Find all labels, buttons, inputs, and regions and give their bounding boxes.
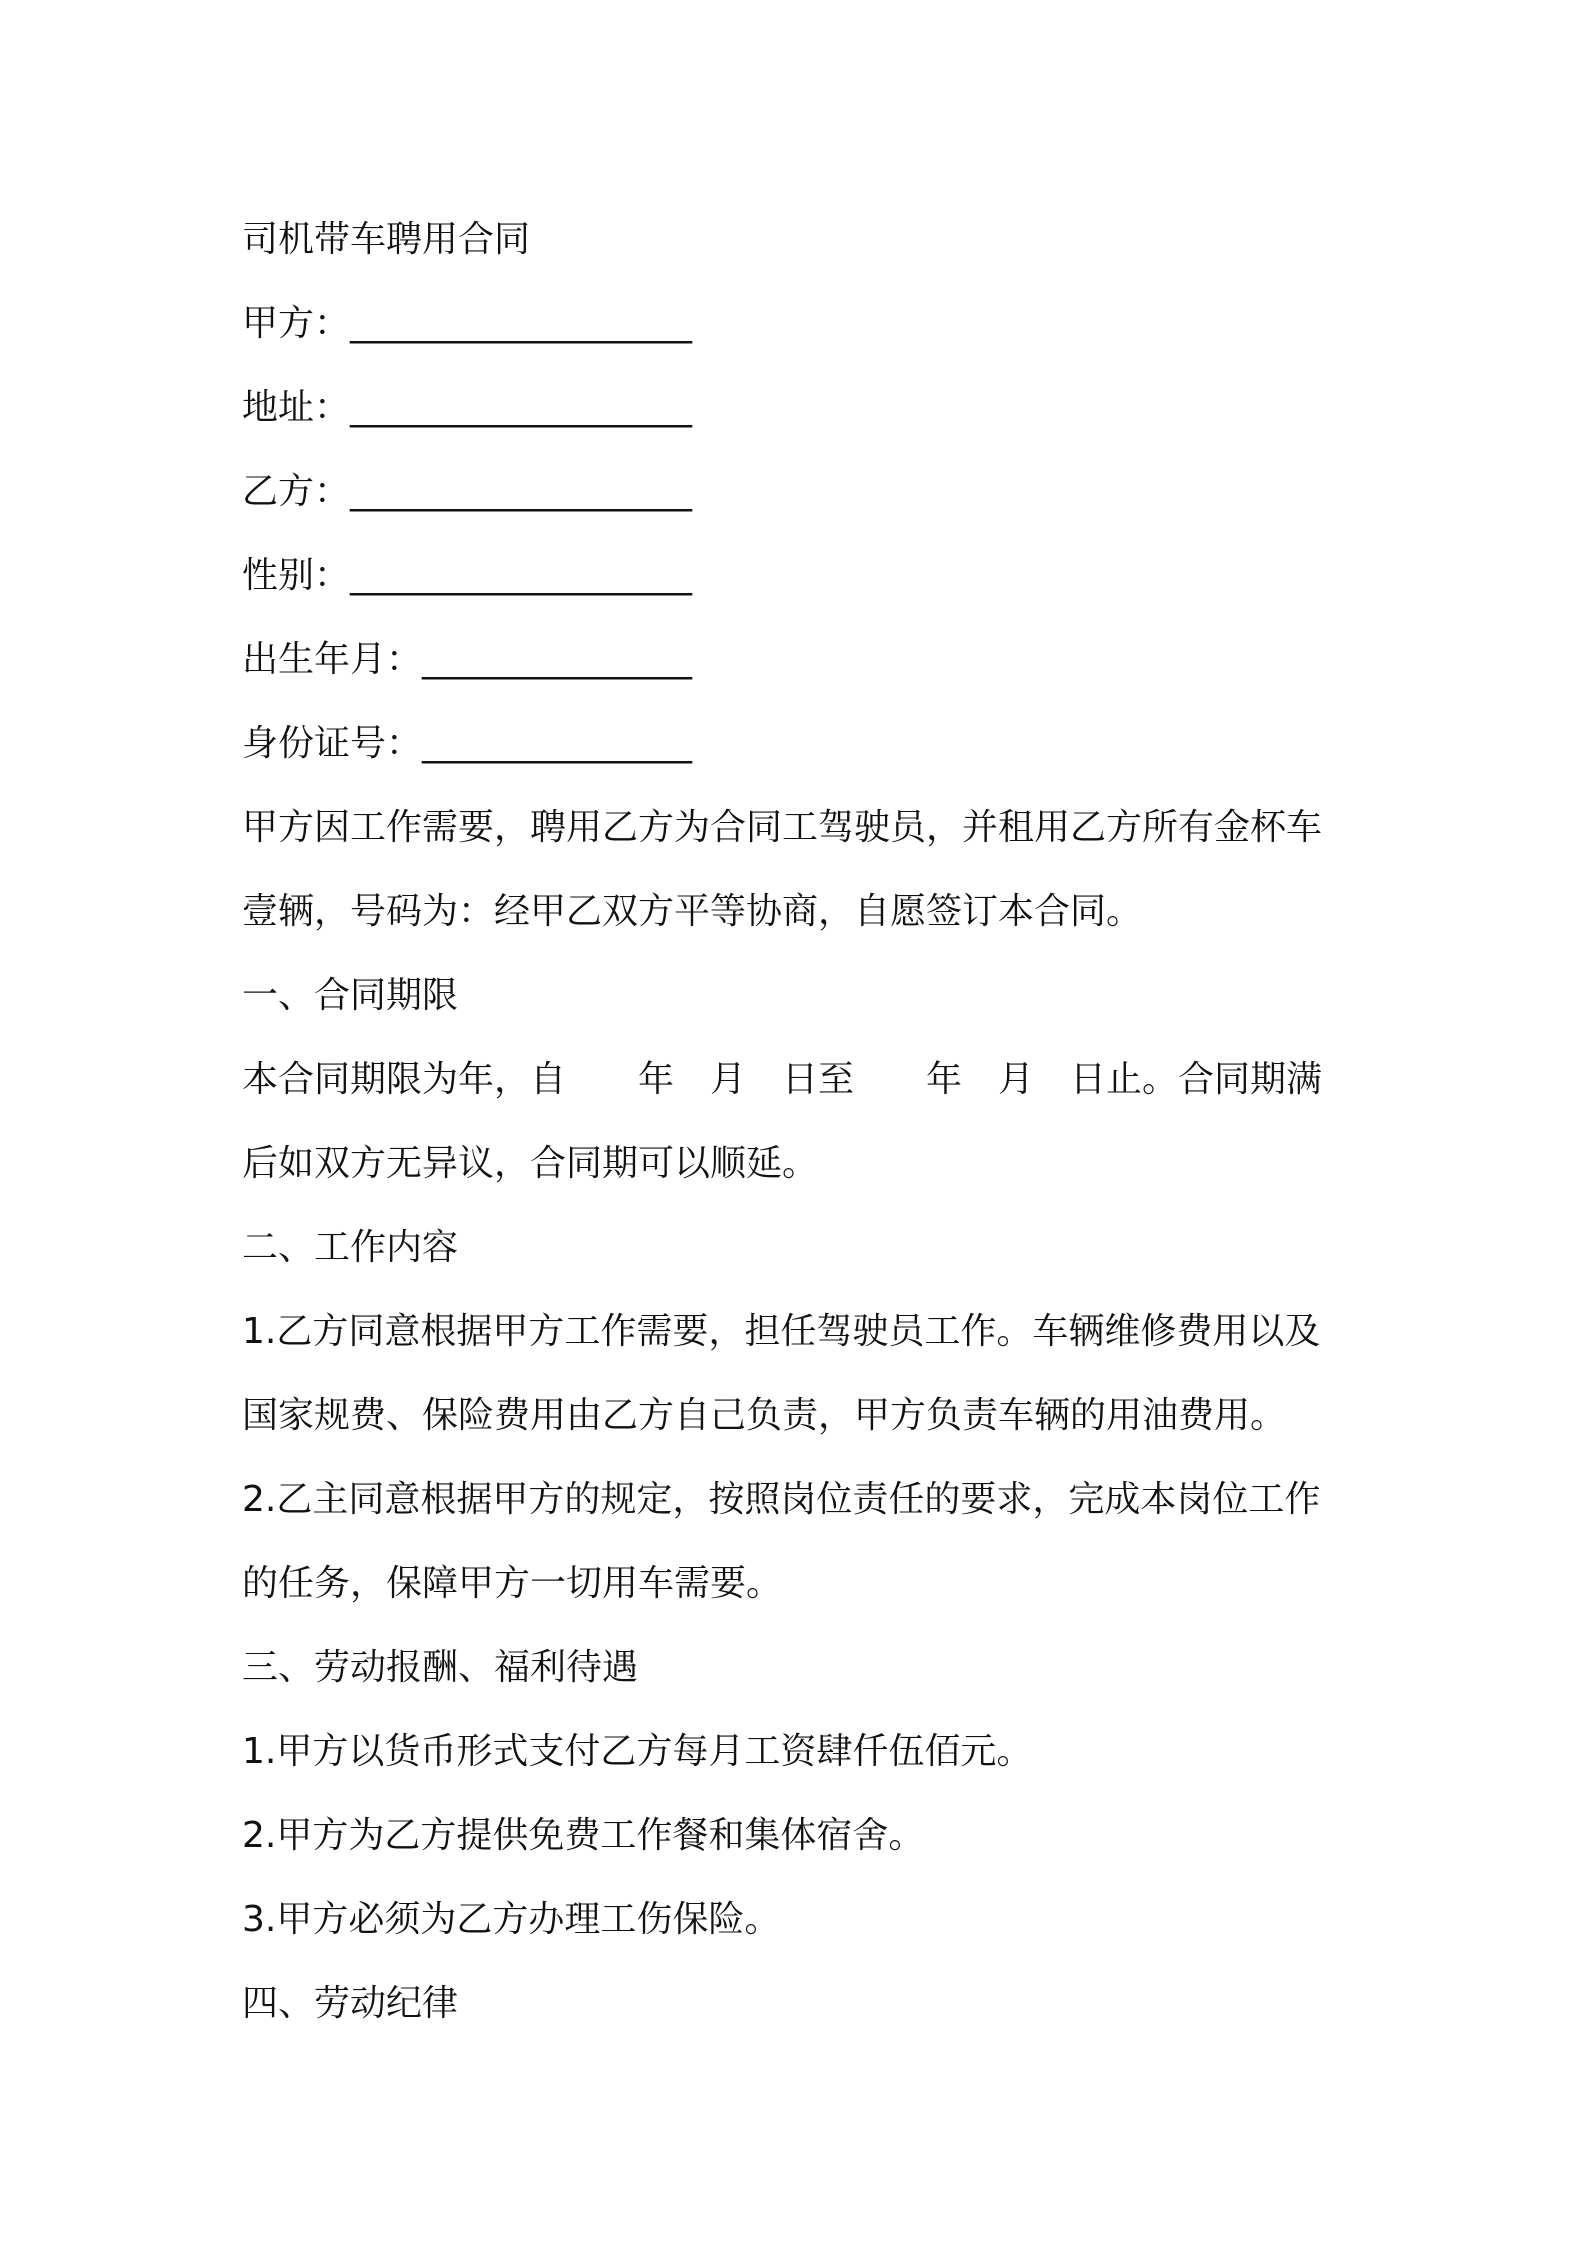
section-2-line-4: 的任务，保障甲方一切用车需要。	[242, 1563, 783, 1604]
field-birth-date: 出生年月：_______________	[242, 639, 693, 680]
document-body	[242, 198, 1357, 2046]
field-party-a: 甲方：___________________	[242, 303, 693, 344]
document-title: 司机带车聘用合同	[242, 219, 531, 260]
section-2-line-2: 国家规费、保险费用由乙方自己负责，甲方负责车辆的用油费用。	[242, 1395, 1287, 1436]
section-1-line-2: 后如双方无异议，合同期可以顺延。	[242, 1143, 819, 1184]
section-1-line-1: 本合同期限为年，自 年 月 日至 年 月 日止。合同期满	[242, 1059, 1323, 1100]
section-4-heading: 四、劳动纪律	[242, 1983, 459, 2024]
field-id-number: 身份证号：_______________	[242, 723, 693, 764]
section-2-line-3: 2.乙主同意根据甲方的规定，按照岗位责任的要求，完成本岗位工作	[242, 1479, 1321, 1520]
section-2-line-1: 1.乙方同意根据甲方工作需要，担任驾驶员工作。车辆维修费用以及	[242, 1311, 1321, 1352]
section-3-line-2: 2.甲方为乙方提供免费工作餐和集体宿舍。	[242, 1815, 925, 1856]
field-address: 地址：___________________	[242, 387, 693, 428]
section-3-heading: 三、劳动报酬、福利待遇	[242, 1647, 639, 1688]
field-gender: 性别：___________________	[242, 555, 693, 596]
intro-line-2: 壹辆，号码为：经甲乙双方平等协商，自愿签订本合同。	[242, 891, 1143, 932]
section-1-heading: 一、合同期限	[242, 975, 459, 1016]
section-3-line-3: 3.甲方必须为乙方办理工伤保险。	[242, 1899, 781, 1940]
section-2-heading: 二、工作内容	[242, 1227, 459, 1268]
field-party-b: 乙方：___________________	[242, 471, 693, 512]
section-3-line-1: 1.甲方以货币形式支付乙方每月工资肆仟伍佰元。	[242, 1731, 1033, 1772]
intro-line-1: 甲方因工作需要，聘用乙方为合同工驾驶员，并租用乙方所有金杯车	[242, 807, 1323, 848]
